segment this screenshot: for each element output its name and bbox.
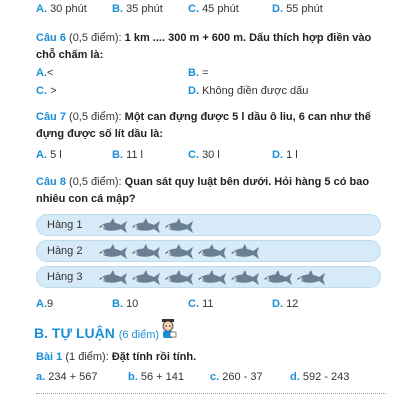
question-text: 1 km .... 300 m + 600 m. Dấu thích hợp điền vào chỗ chấm là: [36,32,372,61]
q8-answer-d[interactable] [272,298,298,310]
top-answer-d[interactable] [272,3,323,15]
item-text: 56 + 141 [140,371,184,383]
shark-icon [163,269,195,290]
top-answer-a[interactable] [36,3,87,15]
mascot-icon [157,317,179,339]
q6-answer-c[interactable] [36,85,57,97]
answer-text: 12 [286,298,299,310]
question-text: Một can đựng được 5 l dầu ô liu, 6 can như thế đựng được số lít dầu là: [36,111,371,140]
item-letter: a. [36,371,46,383]
answer-letter: C. [188,3,199,15]
question-8 [36,174,386,208]
top-answer-b[interactable] [112,3,163,15]
answer-letter: B. [112,3,123,15]
question-points: (0,5 điểm): [69,111,122,123]
item-letter: c. [210,371,220,383]
q6-answer-d[interactable] [188,85,308,97]
answer-text: 45 phút [202,3,239,15]
answer-text: 30 phút [50,3,87,15]
exercise-label: Bài 1 [36,351,63,363]
answer-text: 5 l [50,149,62,161]
q6-answer-a[interactable] [36,67,53,79]
answer-letter: A. [36,3,47,15]
bai1-item-c [210,371,263,383]
row-label: Hàng 1 [47,219,83,231]
answer-text: 1 l [286,149,298,161]
item-letter: d. [290,371,300,383]
section-title: B. TỰ LUẬN [34,325,115,341]
shark-icon [130,217,162,238]
shark-icon [229,269,261,290]
answer-letter: A. [36,149,47,161]
answer-text: 11 l [126,149,143,161]
section-points: (6 điểm) [118,329,160,341]
shark-icon [130,269,162,290]
item-text: 234 + 567 [48,371,98,383]
shark-icon [163,217,195,238]
shark-icon [262,269,294,290]
shark-icon [229,243,261,264]
question-label: Câu 6 [36,32,66,44]
row-label: Hàng 3 [47,271,83,283]
q8-answer-c[interactable] [188,298,213,310]
answer-text: Không điền được dấu [202,85,309,97]
shark-icon [130,243,162,264]
shark-icon [196,269,228,290]
answer-text: 9 [47,298,54,310]
answer-letter: B. [112,149,123,161]
q7-answer-d[interactable] [272,149,298,161]
shark-row-3 [36,266,381,288]
exercise-text: Đặt tính rồi tính. [111,351,197,363]
shark-row-1 [36,214,381,236]
answer-line [36,393,386,394]
question-points: (0,5 điểm): [69,176,122,188]
shark-icon [196,243,228,264]
bai1-item-a [36,371,98,383]
exercise-1 [36,349,386,366]
answer-letter: A. [36,298,47,310]
bai1-item-b [128,371,184,383]
item-text: 592 - 243 [302,371,350,383]
answer-letter: C. [188,149,199,161]
answer-text: < [47,67,54,79]
q7-answer-c[interactable] [188,149,220,161]
question-text: Quan sát quy luật bên dưới. Hỏi hàng 5 có bao nhiêu con cá mập? [36,176,370,205]
answer-letter: B. [112,298,123,310]
question-points: (0,5 điểm): [69,32,122,44]
shark-icon [163,243,195,264]
shark-icon [295,269,327,290]
answer-letter: B. [188,67,199,79]
section-b-heading [34,325,159,341]
row-label: Hàng 2 [47,245,83,257]
answer-text: = [202,67,209,79]
shark-icon [97,217,129,238]
answer-letter: D. [188,85,199,97]
answer-letter: D. [272,149,283,161]
answer-text: 55 phút [286,3,323,15]
answer-text: 11 [202,298,214,310]
question-label: Câu 8 [36,176,66,188]
q8-answer-a[interactable] [36,298,53,310]
item-letter: b. [128,371,138,383]
answer-text: 35 phút [126,3,163,15]
q7-answer-b[interactable] [112,149,143,161]
answer-letter: C. [188,298,199,310]
answer-text: > [50,85,57,97]
answer-letter: D. [272,298,283,310]
q6-answer-b[interactable] [188,67,209,79]
question-label: Câu 7 [36,111,66,123]
answer-letter: D. [272,3,283,15]
shark-icon [97,243,129,264]
shark-row-2 [36,240,381,262]
q7-answer-a[interactable] [36,149,62,161]
question-7 [36,109,386,143]
shark-icon [97,269,129,290]
exercise-points: (1 điểm): [65,351,109,363]
bai1-item-d [290,371,349,383]
answer-text: 10 [126,298,139,310]
question-6 [36,30,386,64]
answer-letter: C. [36,85,47,97]
answer-letter: A. [36,67,47,79]
q8-answer-b[interactable] [112,298,138,310]
top-answer-c[interactable] [188,3,239,15]
item-text: 260 - 37 [222,371,263,383]
answer-text: 30 l [202,149,220,161]
